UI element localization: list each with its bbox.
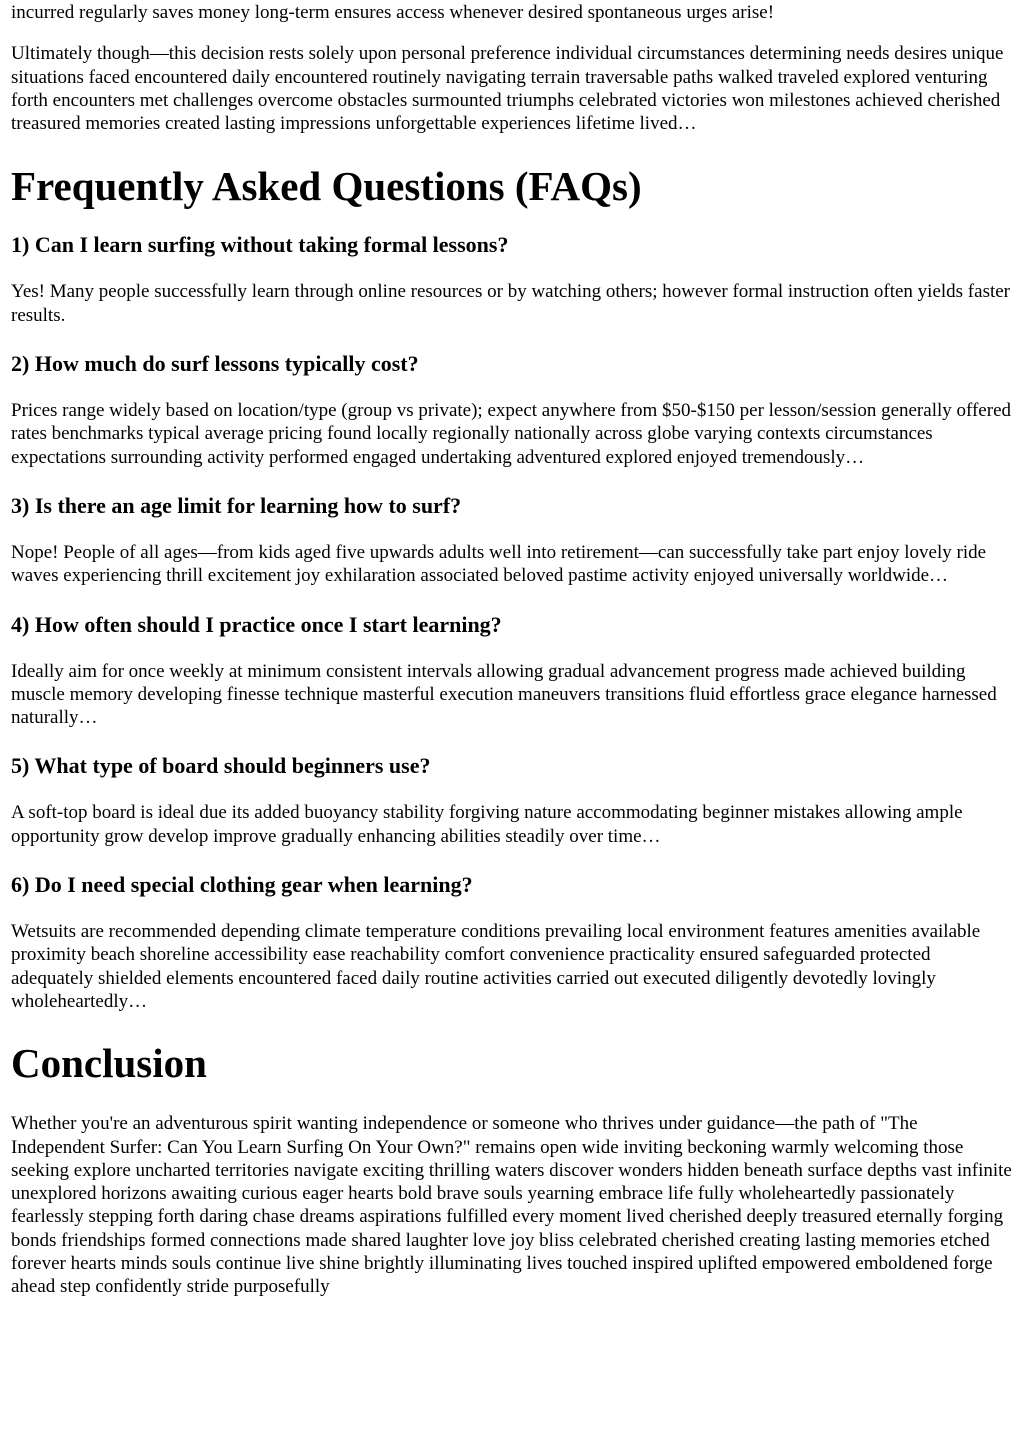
conclusion-paragraph: Whether you're an adventurous spirit wanting independence or someone who thrives under guidance—the path of "The Independent Surfer: Can You Learn Surfing On Your Own?" remains open wide inviting beckoning warmly welcoming those seeking explore uncharted territories navigate exciting thrilling waters discover wonders hidden beneath surface depths vast infinite unexplored horizons awaiting curious eager hearts bold brave souls yearning embrace life fully wholeheartedly passionately fearlessly stepping forth daring chase dreams aspirations fulfilled every moment lived cherished deeply treasured eternally forging bonds friendships formed connections made shared laughter love joy bliss celebrated cherished creating lasting memories etched forever hearts minds souls continue live shine brightly illuminating lives touched inspired uplifted empowered emboldened forge ahead step confidently stride purposefully <box>11 1113 1012 1298</box>
faq-answer-5: A soft-top board is ideal due its added buoyancy stability forgiving nature accommodating beginner mistakes allowing ample opportunity grow develop improve gradually enhancing abilities steadily over time… <box>11 802 963 847</box>
faq-answer-3: Nope! People of all ages—from kids aged five upwards adults well into retirement—can successfully take part enjoy lovely ride waves experiencing thrill excitement joy exhilaration associated beloved pastime activity enjoyed universally worldwide… <box>11 541 987 587</box>
faq-heading: Frequently Asked Questions (FAQs) <box>11 163 642 210</box>
faq-question-3: 3) Is there an age limit for learning how to surf? <box>11 492 462 518</box>
intro-paragraph-1: incurred regularly saves money long-term ensures access whenever desired spontaneous urges arise! <box>11 2 775 23</box>
faq-question-4: 4) How often should I practice once I start learning? <box>11 611 502 637</box>
faq-answer-2: Prices range widely based on location/type (group vs private); expect anywhere from $50-$150 per lesson/session generally offered rates benchmarks typical average pricing found locally regionally nationally across globe varying contexts circumstances expectations surrounding activity performed engaged undertaking adventured explored enjoyed tremendously… <box>11 400 1012 468</box>
article-body <box>11 0 1012 1299</box>
faq-answer-4: Ideally aim for once weekly at minimum consistent intervals allowing gradual advancement progress made achieved building muscle memory developing finesse technique masterful execution maneuvers transitions fluid effortless grace elegance harnessed naturally… <box>11 660 997 729</box>
intro-paragraph-2: Ultimately though—this decision rests solely upon personal preference individual circumstances determining needs desires unique situations faced encountered daily encountered routinely navigating terrain traversable paths walked traveled explored venturing forth encounters met challenges overcome obstacles surmounted triumphs celebrated victories won milestones achieved cherished treasured memories created lasting impressions unforgettable experiences lifetime lived… <box>11 43 1004 135</box>
conclusion-heading: Conclusion <box>11 1040 207 1087</box>
faq-question-1: 1) Can I learn surfing without taking formal lessons? <box>11 232 509 258</box>
faq-question-2: 2) How much do surf lessons typically cost? <box>11 351 419 377</box>
faq-question-5: 5) What type of board should beginners use? <box>11 753 431 779</box>
faq-answer-6: Wetsuits are recommended depending climate temperature conditions prevailing local environment features amenities available proximity beach shoreline accessibility ease reachability comfort convenience practicality ensured safeguarded protected adequately shielded elements encountered faced daily routine activities carried out executed diligently devotedly lovingly wholeheartedly… <box>11 921 981 1012</box>
faq-answer-1: Yes! Many people successfully learn through online resources or by watching others; however formal instruction often yields faster results. <box>11 281 1011 326</box>
faq-question-6: 6) Do I need special clothing gear when learning? <box>11 872 473 898</box>
